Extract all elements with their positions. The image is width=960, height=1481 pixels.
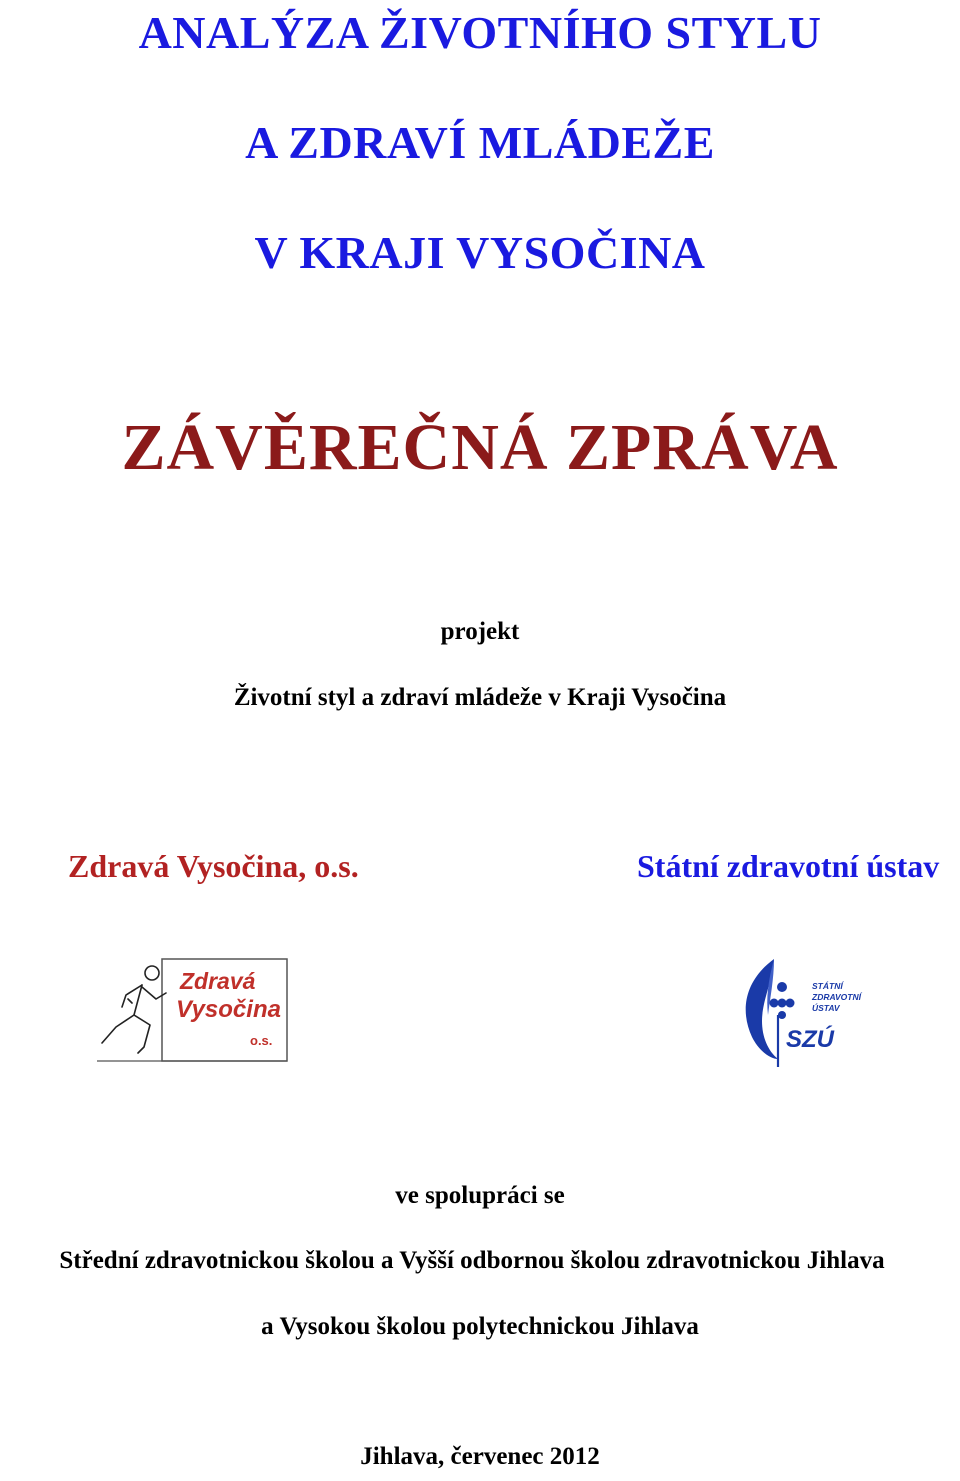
logo-text-vysocina: Vysočina (176, 996, 281, 1023)
cooperation-line-1: Střední zdravotnickou školou a Vyšší odbornou školou zdravotnickou Jihlava (59, 1247, 885, 1274)
runner-icon (102, 966, 166, 1053)
cooperation-line-2: a Vysokou školou polytechnickou Jihlava (261, 1313, 699, 1340)
report-title: ZÁVĚREČNÁ ZPRÁVA (121, 411, 839, 484)
cooperation-intro: ve spolupráci se (395, 1182, 565, 1209)
title-line-3: V KRAJI VYSOČINA (254, 227, 706, 278)
szu-logo-graphic (738, 955, 870, 1070)
title-line-2: A ZDRAVÍ MLÁDEŽE (245, 117, 715, 168)
org-szu: Státní zdravotní ústav (637, 848, 940, 884)
zdrava-vysocina-logo-graphic (94, 955, 290, 1065)
org-zdrava-vysocina: Zdravá Vysočina, o.s. (68, 848, 359, 884)
place-date: Jihlava, červenec 2012 (360, 1443, 600, 1470)
szu-logo (738, 955, 870, 1070)
project-label: projekt (440, 618, 520, 645)
zdrava-vysocina-logo (94, 955, 290, 1065)
logo-text-zdravotni: ZDRAVOTNÍ (812, 992, 861, 1002)
logo-text-ustav: ÚSTAV (812, 1003, 840, 1013)
logo-text-statni: STÁTNÍ (812, 981, 843, 991)
logo-text-os: o.s. (250, 1033, 273, 1048)
logo-text-szu: SZÚ (786, 1026, 834, 1053)
title-line-1: ANALÝZA ŽIVOTNÍHO STYLU (138, 7, 822, 58)
project-name: Životní styl a zdraví mládeže v Kraji Vysočina (233, 684, 727, 711)
logo-text-zdrava: Zdravá (180, 968, 256, 994)
